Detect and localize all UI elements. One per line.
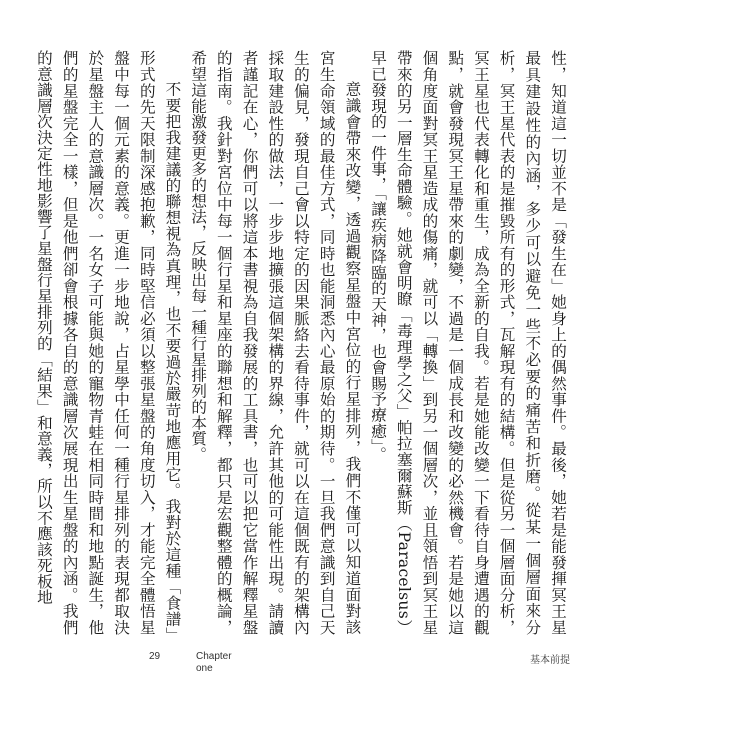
main-text-block: [34, 50, 570, 635]
section-title: 基本前提: [530, 655, 570, 666]
paragraph-caution: 不要把我建議的聯想視為真理，也不要過於嚴苛地應用它。我對於這種「食譜」形式的先天限制深感抱歉，同時堅信必須以整張星盤的角度切入，才能完全體悟星盤中每一個元素的意義。更進一步地說，占星學中任何一種行星排列的表現都取決於星盤主人的意識層次。一名女子可能與她的寵物青蛙在相同時間和地點誕生，他們的星盤完全一樣，但是他們卻會根據各自的意識層次展現出生星盤的內涵。我們的意識層次決定性地影響了星盤行星排列的「結果」和意義，所以不應該死板地: [34, 50, 182, 635]
paragraph-consciousness: 意識會帶來改變，透過觀察星盤中宮位的行星排列，我們不僅可以知道面對該宮生命領域的最佳方式，同時也能洞悉內心最原始的期待。一旦我們意識到自己天生的偏見，發現自己會以特定的因果脈絡去看待事件，就可以在這個既有的架構內採取建設性的做法，一步步地擴張這個架構的界線，允許其他的可能性出現。請讀者謹記在心，你們可以將這本書視為自我發展的工具書，也可以把它當作解釋星盤的指南。我針對宮位中每一個行星和星座的聯想和解釋，都只是宏觀整體的概論，希望這能激發更多的想法，反映出每一種行星排列的本質。: [189, 50, 362, 635]
chapter-label-line1: Chapter: [196, 651, 232, 662]
paragraph-continued: 性，知道這一切並不是「發生在」她身上的偶然事件。最後，她若是能發揮冥王星最具建設性的內涵，多少可以避免一些不必要的痛苦和折磨。從某一個層面來分析，冥王星代表的是摧毀所有的形式，瓦解現有的結構。但是從另一個層面分析，冥王星也代表轉化和重生，成為全新的自我。若是她能改變一下看待自身遭遇的觀點，就會發現冥王星帶來的劇變，不過是一個成長和改變的必然機會。若是她以這個角度面對冥王星造成的傷痛，就可以「轉換」到另一個層次，並且領悟到冥王星帶來的另一層生命體驗。她就會明瞭「毒理學之父」帕拉塞爾蘇斯（Paracelsus）早已發現的一件事，「讓疾病降臨的天神，也會賜予療癒」。: [369, 50, 567, 635]
chapter-label: [196, 651, 232, 675]
chapter-label-line2: one: [196, 663, 213, 674]
page-number: 29: [149, 651, 161, 662]
